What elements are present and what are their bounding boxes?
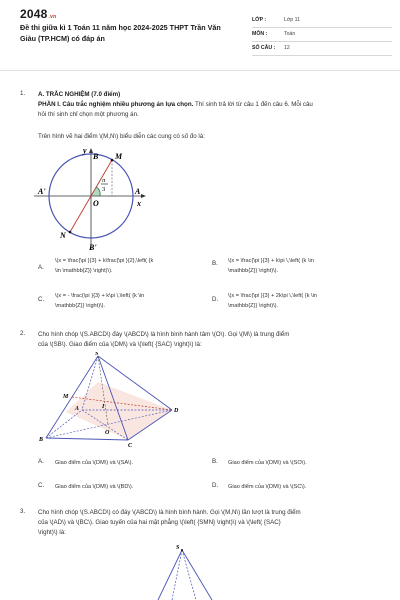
q1-prompt: Trên hình vẽ hai điểm \(M,N\) biểu diễn các cung có số đo là:	[38, 133, 205, 140]
edge-back-left	[172, 550, 182, 600]
label-three: 3	[102, 186, 106, 193]
q2-option-a[interactable]: Giao điểm của \(DM\) và \(SA\).	[55, 460, 134, 466]
q1-option-d[interactable]	[228, 291, 388, 311]
label-c: C	[128, 443, 133, 448]
option-line: \(x = \frac{\pi }{3} + k\frac{\pi }{2},\left( {k	[55, 258, 154, 264]
question-number: 2.	[20, 330, 26, 337]
label-m: M	[115, 152, 123, 161]
q1-option-b-letter[interactable]: B.	[212, 260, 218, 267]
point-n	[69, 231, 72, 234]
label-d: D	[174, 408, 179, 414]
label-o: O	[93, 199, 99, 208]
page-header	[0, 0, 400, 64]
edge-right	[182, 550, 212, 600]
label-b: B	[93, 152, 99, 161]
meta-value: 12	[284, 45, 290, 51]
section-heading: A. TRẮC NGHIỆM (7.0 điểm)	[38, 91, 121, 98]
meta-key: LỚP :	[252, 17, 267, 23]
meta-value: Toán	[284, 31, 296, 37]
q3-line-2: của \(AD\) và \(BC\). Giao tuyến của hai mặt phẳng \(\left( {SMN} \right)\) và \(\left( {SAC}	[38, 519, 281, 526]
q2-option-c-letter[interactable]: C.	[38, 482, 45, 489]
option-line: \mathbb{Z}} \right)\).	[228, 268, 279, 274]
meta-key: SỐ CÂU :	[252, 45, 276, 51]
q2-option-d-letter[interactable]: D.	[212, 482, 219, 489]
option-line: \in \mathbb{Z}} \right)\).	[55, 268, 113, 274]
q3-line-1: Cho hình chóp \(S.ABCD\) có đáy \(ABCD\) là hình bình hành. Gọi \(M,N\) lần lượt là trung điểm	[38, 509, 301, 516]
edge-left	[158, 550, 182, 600]
part-instructions	[38, 100, 388, 110]
point-m	[111, 159, 114, 162]
label-a-prime: A'	[38, 187, 46, 196]
label-a: A	[75, 406, 80, 412]
label-n: N	[60, 231, 66, 240]
edge-back-right	[182, 550, 196, 600]
part-text-2: hỏi thí sinh chỉ chọn một phương án.	[38, 111, 139, 118]
q2-line-1: Cho hình chóp \(S.ABCD\) đáy \(ABCD\) là hình bình hành tâm \(O\). Gọi \(M\) là trung điểm	[38, 331, 290, 338]
label-pi: π	[102, 177, 106, 184]
question-number: 1.	[20, 90, 26, 97]
q2-option-b[interactable]: Giao điểm của \(DM\) và \(SO\).	[228, 460, 307, 466]
header-divider	[0, 70, 400, 71]
q2-option-b-letter[interactable]: B.	[212, 458, 218, 465]
meta-row-subject	[252, 28, 392, 42]
q2-option-d[interactable]: Giao điểm của \(DM\) và \(SC\).	[228, 484, 307, 490]
exam-title: Đề thi giữa kì 1 Toán 11 năm học 2024-2025 THPT Trần Văn Giàu (TP.HCM) có đáp án	[20, 23, 221, 43]
label-s: S	[176, 545, 180, 551]
q3-line-3: \right)\) là:	[38, 529, 66, 536]
label-i: I	[102, 404, 105, 410]
site-logo[interactable]	[20, 7, 56, 21]
q1-option-c-letter[interactable]: C.	[38, 296, 45, 303]
q1-option-c[interactable]	[55, 291, 205, 311]
meta-key: MÔN :	[252, 31, 268, 37]
unit-circle-figure	[32, 144, 150, 256]
meta-row-question-count	[252, 42, 392, 56]
logo-suffix: .vn	[48, 14, 57, 20]
section-plane	[66, 382, 172, 440]
label-s: S	[95, 352, 99, 357]
label-y: y	[83, 146, 87, 155]
q2-line-2: của \(SB\). Giao điểm của \(DM\) và \(\left( {SAC} \right)\) là:	[38, 341, 202, 348]
option-line: \(x = \frac{\pi }{3} + 2k\pi \,\left( {k \in	[228, 293, 317, 299]
pyramid-figure-q2	[38, 352, 180, 448]
option-line: \(x = \frac{\pi }{3} + k\pi \,\left( {k \in	[228, 258, 314, 264]
point-s	[181, 549, 183, 551]
meta-value: Lớp 11	[284, 17, 300, 23]
option-line: \mathbb{Z}} \right)\).	[228, 303, 279, 309]
option-line: \(x = - \frac{\pi }{3} + k\pi \,\left( {k \in	[55, 293, 145, 299]
part-text: Thí sinh trả lời từ câu 1 đến câu 6. Mỗi câu	[193, 101, 313, 108]
q1-option-b[interactable]	[228, 256, 388, 276]
x-axis-arrow	[141, 194, 146, 198]
edge-bc	[46, 438, 128, 440]
option-line: \mathbb{Z}} \right)\).	[55, 303, 106, 309]
question-number: 3.	[20, 508, 26, 515]
q1-option-d-letter[interactable]: D.	[212, 296, 219, 303]
pyramid-figure-q3	[150, 544, 230, 600]
q2-option-a-letter[interactable]: A.	[38, 458, 44, 465]
label-m: M	[63, 394, 69, 400]
logo-text: 2048	[20, 7, 48, 21]
label-b: B	[39, 437, 44, 443]
q1-option-a[interactable]	[55, 256, 205, 276]
label-x: x	[137, 199, 141, 208]
label-b-prime: B'	[89, 243, 97, 252]
meta-row-class	[252, 14, 392, 28]
part-label: PHẦN I. Câu trắc nghiệm nhiều phương án lựa chọn.	[38, 101, 194, 108]
label-o: O	[105, 430, 110, 436]
label-a: A	[135, 187, 141, 196]
exam-meta	[252, 14, 392, 56]
q1-option-a-letter[interactable]: A.	[38, 264, 44, 271]
q2-option-c[interactable]: Giao điểm của \(DM\) và \(BD\).	[55, 484, 134, 490]
